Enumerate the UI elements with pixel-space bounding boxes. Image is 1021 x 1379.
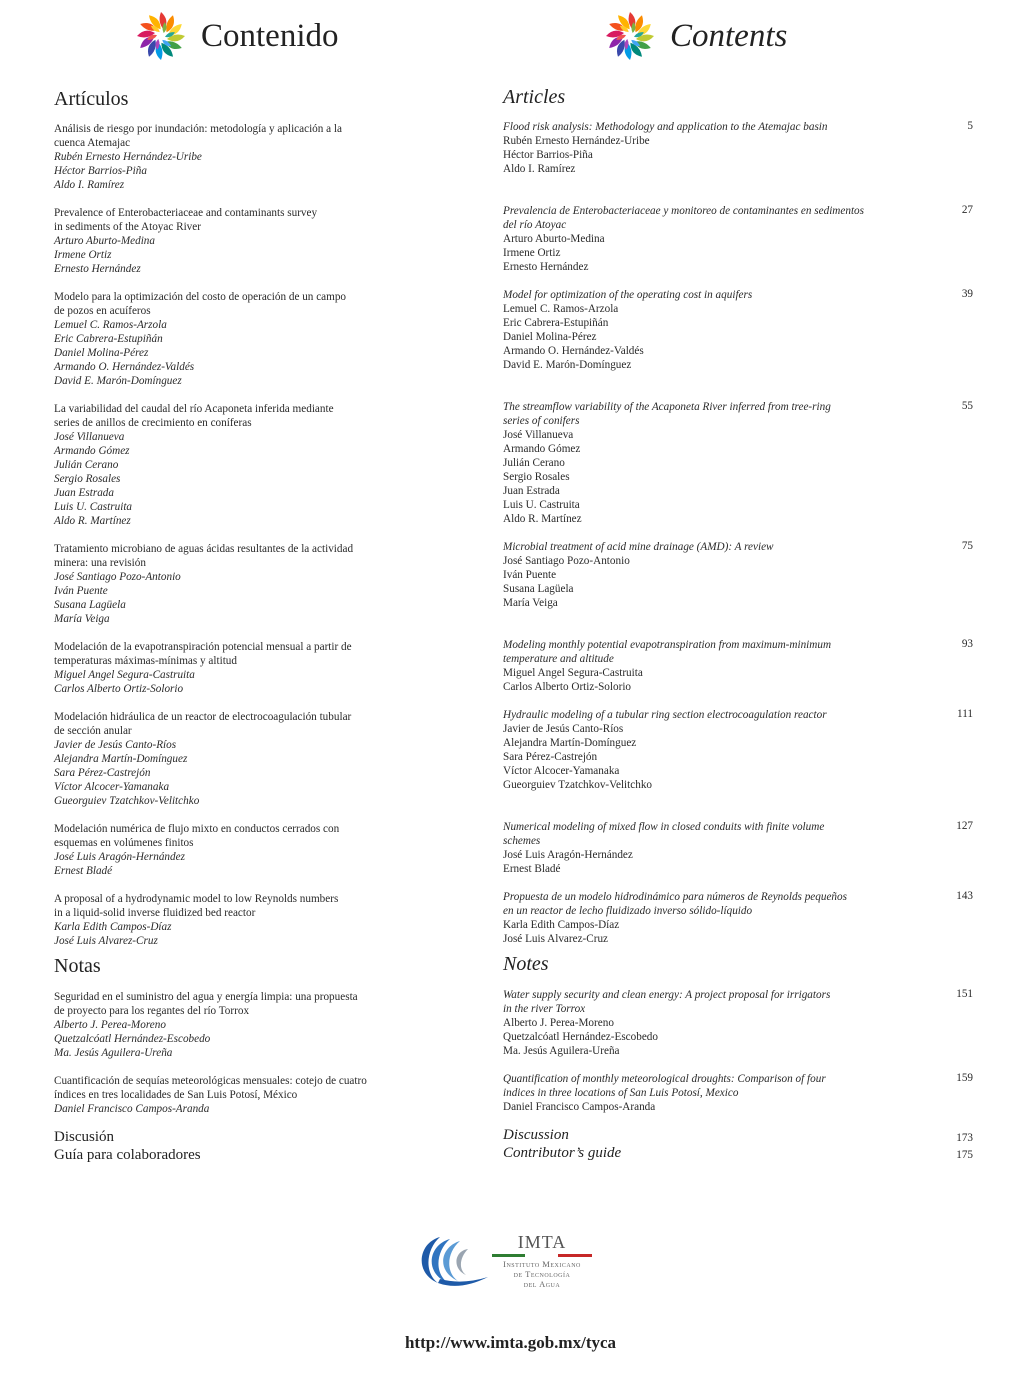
entry-author: Luis U. Castruita — [503, 499, 580, 511]
header-es — [133, 8, 339, 64]
entry-author: Ernest Bladé — [54, 865, 113, 877]
entry-author: Víctor Alcocer-Yamanaka — [503, 765, 620, 777]
entry-author: José Santiago Pozo-Antonio — [54, 571, 181, 583]
entry-title-line: Seguridad en el suministro del agua y energía limpia: una propuesta — [54, 991, 358, 1003]
entry-author: Héctor Barrios-Piña — [54, 165, 147, 177]
toc-entry-en[interactable] — [503, 204, 873, 274]
entry-title-line: The streamflow variability of the Acaponeta River inferred from tree-ring — [503, 401, 831, 413]
imta-name: IMTA — [517, 1232, 567, 1252]
entry-author: José Luis Aragón-Hernández — [503, 849, 633, 861]
page-title-es: Contenido — [201, 17, 339, 54]
entry-title-line: Prevalencia de Enterobacteriaceae y monitoreo de contaminantes en sedimentos — [503, 205, 864, 217]
entry-title-line: de sección anular — [54, 725, 132, 737]
toc-entry-en[interactable] — [503, 708, 873, 792]
entry-author: Julián Cerano — [503, 457, 565, 469]
flag-bar — [492, 1254, 592, 1257]
imta-full-line3: del Agua — [523, 1279, 561, 1289]
toc-entry-es[interactable] — [54, 122, 342, 192]
entry-author: Rubén Ernesto Hernández-Uribe — [503, 135, 650, 147]
entry-author: Armando Gómez — [503, 443, 581, 455]
imta-logo — [410, 1232, 592, 1289]
entry-author: Rubén Ernesto Hernández-Uribe — [54, 151, 202, 163]
entry-author: Eric Cabrera-Estupiñán — [503, 317, 609, 329]
entry-page-number: 111 — [957, 708, 973, 720]
imta-text — [492, 1232, 592, 1289]
entry-author: Quetzalcóatl Hernández-Escobedo — [503, 1031, 658, 1043]
entry-page-number: 55 — [961, 400, 973, 412]
entry-author: Daniel Francisco Campos-Aranda — [54, 1103, 210, 1115]
entry-author: José Luis Alvarez-Cruz — [54, 935, 158, 947]
entry-title-line: Modelación hidráulica de un reactor de electrocoagulación tubular — [54, 711, 352, 723]
entry-author: Héctor Barrios-Piña — [503, 149, 593, 161]
entry-author: Arturo Aburto-Medina — [54, 235, 155, 247]
entry-title-line: de proyecto para los regantes del río Torrox — [54, 1005, 250, 1017]
entry-title-line: Numerical modeling of mixed flow in closed conduits with finite volume — [503, 821, 825, 833]
entry-author: Luis U. Castruita — [54, 501, 133, 513]
toc-entry-en[interactable] — [503, 288, 873, 372]
toc-entry-en[interactable] — [503, 820, 873, 876]
entry-title-line: cuenca Atemajac — [54, 137, 131, 149]
guide-label-es: Guía para colaboradores — [54, 1147, 201, 1163]
entry-title-line: Tratamiento microbiano de aguas ácidas resultantes de la actividad — [54, 543, 354, 555]
entry-author: David E. Marón-Domínguez — [503, 359, 632, 371]
entry-author: Ernest Bladé — [503, 863, 561, 875]
entry-title-line: Hydraulic modeling of a tubular ring section electrocoagulation reactor — [503, 709, 827, 721]
toc-entry-es[interactable] — [54, 290, 346, 388]
entry-title-line: del río Atoyac — [503, 219, 567, 231]
entry-author: Ma. Jesús Aguilera-Ureña — [503, 1045, 620, 1057]
entry-title-line: series of conifers — [503, 415, 580, 427]
toc-entry-en[interactable] — [503, 638, 873, 694]
guide-page: 175 — [956, 1149, 973, 1161]
entry-author: Alejandra Martín-Domínguez — [503, 737, 637, 749]
toc-entry-es[interactable] — [54, 1074, 367, 1116]
entry-author: José Villanueva — [54, 431, 125, 443]
entry-author: Gueorguiev Tzatchkov-Velitchko — [503, 779, 653, 791]
entry-author: Javier de Jesús Canto-Ríos — [54, 739, 177, 751]
entry-title-line: Model for optimization of the operating cost in aquifers — [503, 289, 753, 301]
entry-title-line: temperaturas máximas-mínimas y altitud — [54, 655, 237, 667]
entry-title-line: Water supply security and clean energy: A project proposal for irrigators — [503, 989, 831, 1001]
entry-author: Daniel Molina-Pérez — [503, 331, 597, 343]
entry-author: Irmene Ortiz — [503, 247, 561, 259]
entry-author: Víctor Alcocer-Yamanaka — [54, 781, 170, 793]
entry-author: Armando Gómez — [54, 445, 130, 457]
discussion-page: 173 — [956, 1132, 973, 1144]
entry-author: Miguel Angel Segura-Castruita — [503, 667, 643, 679]
entry-author: Susana Lagüela — [54, 599, 126, 611]
entry-title-line: Modelo para la optimización del costo de operación de un campo — [54, 291, 347, 303]
entry-author: María Veiga — [503, 597, 558, 609]
entry-title-line: índices en tres localidades de San Luis Potosí, México — [54, 1089, 298, 1101]
entry-author: Javier de Jesús Canto-Ríos — [503, 723, 624, 735]
entry-title-line: in sediments of the Atoyac River — [54, 221, 201, 233]
entry-author: Armando O. Hernández-Valdés — [54, 361, 195, 373]
entry-page-number: 75 — [961, 540, 973, 552]
journal-logo-icon — [133, 8, 189, 64]
imta-full-line1: Instituto Mexicano — [503, 1259, 581, 1269]
imta-wave-icon — [410, 1233, 490, 1289]
entry-title-line: Quantification of monthly meteorological droughts: Comparison of four — [503, 1073, 826, 1085]
entry-author: José Luis Alvarez-Cruz — [503, 933, 609, 945]
entry-author: Juan Estrada — [503, 485, 560, 497]
entry-author: María Veiga — [54, 613, 110, 625]
entry-author: José Santiago Pozo-Antonio — [503, 555, 630, 567]
entry-author: Miguel Angel Segura-Castruita — [54, 669, 195, 681]
entry-author: Lemuel C. Ramos-Arzola — [54, 319, 167, 331]
entry-title-line: A proposal of a hydrodynamic model to low Reynolds numbers — [54, 893, 339, 905]
discussion-label-en: Discussion — [503, 1127, 569, 1143]
entry-title-line: de pozos en acuíferos — [54, 305, 151, 317]
entry-author: Arturo Aburto-Medina — [503, 233, 605, 245]
entry-title-line: esquemas en volúmenes finitos — [54, 837, 194, 849]
entry-author: Karla Edith Campos-Díaz — [503, 919, 620, 931]
toc-entry-en[interactable] — [503, 890, 873, 946]
toc-entry-es[interactable] — [54, 990, 358, 1060]
entry-title-line: in the river Torrox — [503, 1003, 586, 1015]
entry-author: Iván Puente — [503, 569, 557, 581]
entry-author: Alberto J. Perea-Moreno — [503, 1017, 614, 1029]
toc-entry-en[interactable] — [503, 988, 873, 1058]
toc-entry-en[interactable] — [503, 400, 873, 526]
entry-title-line: Cuantificación de sequías meteorológicas mensuales: cotejo de cuatro — [54, 1075, 367, 1087]
toc-entry-es[interactable] — [54, 402, 334, 528]
entry-page-number: 93 — [961, 638, 973, 650]
entry-title-line: Modelación numérica de flujo mixto en conductos cerrados con — [54, 823, 340, 835]
toc-entry-en[interactable] — [503, 1072, 873, 1114]
toc-entry-es[interactable] — [54, 822, 339, 878]
guide-label-en: Contributor’s guide — [503, 1145, 622, 1161]
imta-full-line2: de Tecnología — [513, 1269, 571, 1279]
entry-page-number: 127 — [956, 820, 973, 832]
toc-entry-es[interactable] — [54, 892, 338, 948]
entry-title-line: in a liquid-solid inverse fluidized bed reactor — [54, 907, 256, 919]
entry-author: Quetzalcóatl Hernández-Escobedo — [54, 1033, 211, 1045]
entry-author: Armando O. Hernández-Valdés — [503, 345, 644, 357]
toc-discussion-es[interactable] — [54, 1128, 201, 1164]
entry-author: Lemuel C. Ramos-Arzola — [503, 303, 619, 315]
entry-page-number: 151 — [956, 988, 973, 1000]
header-en — [602, 8, 787, 64]
entry-title-line: Análisis de riesgo por inundación: metodología y aplicación a la — [54, 123, 343, 135]
toc-entry-es[interactable] — [54, 640, 352, 696]
entry-author: Susana Lagüela — [503, 583, 574, 595]
entry-page-number: 5 — [967, 120, 973, 132]
footer-url-link[interactable]: http://www.imta.gob.mx/tyca — [404, 1333, 617, 1352]
entry-page-number: 27 — [961, 204, 973, 216]
entry-title-line: schemes — [503, 835, 541, 847]
toc-entry-en[interactable] — [503, 540, 873, 610]
entry-author: Ma. Jesús Aguilera-Ureña — [54, 1047, 173, 1059]
entry-title-line: Modelación de la evapotranspiración potencial mensual a partir de — [54, 641, 352, 653]
entry-title-line: La variabilidad del caudal del río Acaponeta inferida mediante — [54, 403, 334, 415]
entry-author: Carlos Alberto Ortiz-Solorio — [503, 681, 632, 693]
entry-title-line: Flood risk analysis: Methodology and application to the Atemajac basin — [503, 121, 828, 133]
journal-logo-icon — [602, 8, 658, 64]
entry-author: Aldo R. Martínez — [503, 513, 582, 525]
entry-title-line: Prevalence of Enterobacteriaceae and contaminants survey — [54, 207, 318, 219]
entry-title-line: en un reactor de lecho fluidizado inverso sólido-líquido — [503, 905, 753, 917]
entry-author: Alejandra Martín-Domínguez — [54, 753, 188, 765]
entry-title-line: Microbial treatment of acid mine drainage (AMD): A review — [503, 541, 774, 553]
entry-title-line: temperature and altitude — [503, 653, 614, 665]
section-articles-en: Articles — [503, 86, 566, 108]
entry-author: Sara Pérez-Castrejón — [503, 751, 598, 763]
entry-author: Gueorguiev Tzatchkov-Velitchko — [54, 795, 200, 807]
entry-author: Juan Estrada — [54, 487, 114, 499]
entry-author: Ernesto Hernández — [54, 263, 141, 275]
entry-title-line: Propuesta de un modelo hidrodinámico para números de Reynolds pequeños — [503, 891, 847, 903]
entry-page-number: 143 — [956, 890, 973, 902]
toc-entry-es[interactable] — [54, 710, 351, 808]
entry-author: José Villanueva — [503, 429, 574, 441]
entry-author: Carlos Alberto Ortiz-Solorio — [54, 683, 184, 695]
entry-author: Iván Puente — [54, 585, 108, 597]
page-title-en: Contents — [670, 17, 788, 54]
entry-title-line: indices in three locations of San Luis Potosí, Mexico — [503, 1087, 739, 1099]
entry-author: Sara Pérez-Castrejón — [54, 767, 151, 779]
entry-author: Eric Cabrera-Estupiñán — [54, 333, 163, 345]
entry-page-number: 39 — [961, 288, 973, 300]
entry-author: Aldo I. Ramírez — [503, 163, 576, 175]
section-articles-es: Artículos — [54, 88, 129, 110]
toc-entry-es[interactable] — [54, 206, 317, 276]
entry-title-line: minera: una revisión — [54, 557, 146, 569]
entry-author: Sergio Rosales — [54, 473, 121, 485]
toc-entry-es[interactable] — [54, 542, 353, 626]
section-notes-es: Notas — [54, 955, 101, 977]
toc-discussion-en[interactable] — [503, 1126, 621, 1162]
entry-author: Daniel Francisco Campos-Aranda — [503, 1101, 656, 1113]
entry-title-line: series de anillos de crecimiento en coníferas — [54, 417, 252, 429]
section-notes-en: Notes — [503, 953, 549, 975]
entry-title-line: Modeling monthly potential evapotranspiration from maximum-minimum — [503, 639, 832, 651]
discussion-label-es: Discusión — [54, 1129, 114, 1145]
entry-page-number: 159 — [956, 1072, 973, 1084]
entry-author: Daniel Molina-Pérez — [54, 347, 149, 359]
entry-author: David E. Marón-Domínguez — [54, 375, 182, 387]
entry-author: Irmene Ortiz — [54, 249, 112, 261]
entry-author: Aldo I. Ramírez — [54, 179, 125, 191]
entry-author: Ernesto Hernández — [503, 261, 589, 273]
entry-author: Aldo R. Martínez — [54, 515, 131, 527]
entry-author: Sergio Rosales — [503, 471, 570, 483]
entry-author: Karla Edith Campos-Díaz — [54, 921, 172, 933]
entry-author: Alberto J. Perea-Moreno — [54, 1019, 166, 1031]
entry-author: Julián Cerano — [54, 459, 119, 471]
toc-entry-en[interactable] — [503, 120, 873, 176]
entry-author: José Luis Aragón-Hernández — [54, 851, 185, 863]
